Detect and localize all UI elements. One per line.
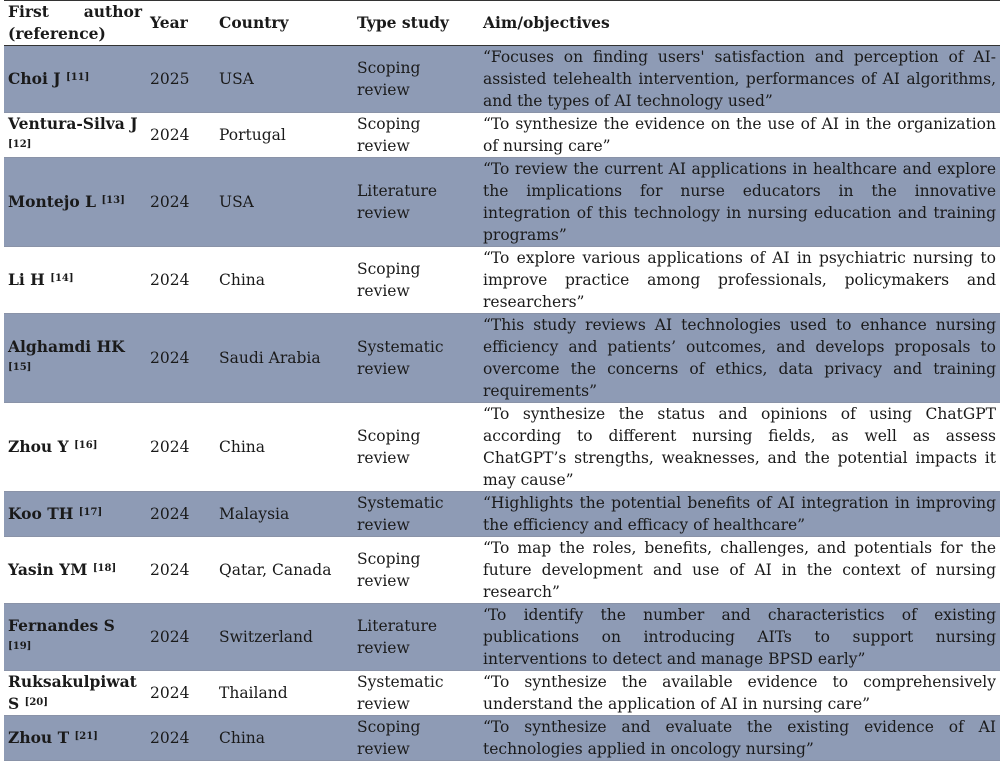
cell-author <box>4 113 146 158</box>
reference-number: [20] <box>24 697 48 708</box>
cell-type: Literature review <box>357 182 438 222</box>
cell-country: USA <box>219 70 254 88</box>
table-row <box>4 716 1000 761</box>
cell-author <box>4 492 146 537</box>
author-name: Zhou Y <box>8 437 69 456</box>
cell-type: Scoping review <box>357 115 421 155</box>
cell-year: 2024 <box>150 561 190 579</box>
cell-year: 2024 <box>150 271 190 289</box>
cell-country: Malaysia <box>219 505 290 523</box>
table-row <box>4 158 1000 247</box>
cell-year: 2024 <box>150 628 190 646</box>
cell-year: 2024 <box>150 438 190 456</box>
cell-country: China <box>219 729 266 747</box>
reference-number: [18] <box>92 563 117 574</box>
table-row <box>4 403 1000 492</box>
cell-type: Scoping review <box>357 718 421 758</box>
cell-type: Scoping review <box>357 59 421 99</box>
cell-author <box>4 46 146 113</box>
author-name: Ventura-Silva J <box>8 114 138 133</box>
author-name: Fernandes S <box>8 616 115 635</box>
table-row <box>4 46 1000 113</box>
cell-aim: “This study reviews AI technologies used to enhance nursing efficiency and patients’ outcomes, and develops proposals to overcome the concerns of ethics, data privacy and training requirements” <box>483 316 996 400</box>
cell-aim: “To review the current AI applications in healthcare and explore the implications for nurse educators in the innovative integration of this technology in nursing education and training programs” <box>483 160 996 244</box>
reference-number: [21] <box>74 731 98 742</box>
header-country: Country <box>215 1 353 46</box>
cell-country: Switzerland <box>219 628 313 646</box>
cell-country: Saudi Arabia <box>219 349 321 367</box>
table-row <box>4 314 1000 403</box>
cell-country: China <box>219 438 266 456</box>
cell-aim: “To synthesize and evaluate the existing evidence of AI technologies applied in oncology nursing” <box>483 718 996 758</box>
cell-aim: “To synthesize the evidence on the use of AI in the organization of nursing care” <box>483 115 996 155</box>
table-row <box>4 671 1000 716</box>
table-row <box>4 604 1000 671</box>
cell-country: USA <box>219 193 254 211</box>
cell-author <box>4 403 146 492</box>
reference-number: [19] <box>8 641 32 652</box>
header-type: Type study <box>353 1 479 46</box>
cell-author <box>4 671 146 716</box>
cell-author <box>4 314 146 403</box>
author-name: Li H <box>8 270 45 289</box>
header-author: First author (reference) <box>4 1 146 46</box>
reference-number: [15] <box>8 362 32 373</box>
cell-type: Systematic review <box>357 338 444 378</box>
cell-author <box>4 716 146 761</box>
author-name: Zhou T <box>8 728 70 747</box>
author-name: Alghamdi HK <box>8 337 125 356</box>
table-header <box>4 1 1000 46</box>
cell-country: Portugal <box>219 126 286 144</box>
cell-aim: “To synthesize the status and opinions of using ChatGPT according to different nursing fields, as well as assess ChatGPT’s strengths, weaknesses, and the potential impacts it may cause” <box>483 405 996 489</box>
cell-year: 2024 <box>150 729 190 747</box>
cell-type: Systematic review <box>357 494 444 534</box>
cell-aim: “To explore various applications of AI in psychiatric nursing to improve practice among professionals, policymakers and researchers” <box>483 249 996 311</box>
table-row <box>4 113 1000 158</box>
cell-type: Scoping review <box>357 260 421 300</box>
cell-author <box>4 247 146 314</box>
cell-year: 2024 <box>150 505 190 523</box>
table-row <box>4 247 1000 314</box>
cell-type: Literature review <box>357 617 438 657</box>
reference-number: [12] <box>8 139 32 150</box>
cell-type: Systematic review <box>357 673 444 713</box>
reference-number: [16] <box>74 440 98 451</box>
table-body <box>4 46 1000 761</box>
author-name: Ruksakulpiwat S <box>8 672 137 713</box>
cell-type: Scoping review <box>357 427 421 467</box>
reference-number: [17] <box>78 507 103 518</box>
reference-number: [11] <box>65 72 90 83</box>
cell-aim: “To synthesize the available evidence to comprehensively understand the application of AI in nursing care” <box>483 673 996 713</box>
reference-number: [13] <box>101 195 125 206</box>
table-row <box>4 492 1000 537</box>
header-year: Year <box>146 1 215 46</box>
cell-aim: “Focuses on finding users' satisfaction and perception of AI-assisted telehealth intervention, performances of AI algorithms, and the types of AI technology used” <box>483 48 996 110</box>
cell-year: 2024 <box>150 684 190 702</box>
cell-year: 2025 <box>150 70 190 88</box>
cell-year: 2024 <box>150 126 190 144</box>
author-name: Choi J <box>8 69 61 88</box>
author-name: Montejo L <box>8 192 97 211</box>
cell-country: China <box>219 271 266 289</box>
cell-country: Thailand <box>219 684 288 702</box>
cell-year: 2024 <box>150 193 190 211</box>
cell-country: Qatar, Canada <box>219 561 332 579</box>
studies-table <box>4 0 1000 761</box>
reference-number: [14] <box>50 273 74 284</box>
cell-aim: “Highlights the potential benefits of AI integration in improving the efficiency and efficacy of healthcare” <box>483 494 996 534</box>
cell-author <box>4 604 146 671</box>
table-row <box>4 537 1000 604</box>
cell-author <box>4 537 146 604</box>
cell-year: 2024 <box>150 349 190 367</box>
cell-aim: “To map the roles, benefits, challenges, and potentials for the future development and use of AI in the context of nursing research” <box>483 539 996 601</box>
header-aim: Aim/objectives <box>479 1 1000 46</box>
author-name: Yasin YM <box>8 560 88 579</box>
author-name: Koo TH <box>8 504 74 523</box>
cell-aim: ‘To identify the number and characteristics of existing publications on introducing AITs to support nursing interventions to detect and manage BPSD early” <box>483 606 996 668</box>
cell-author <box>4 158 146 247</box>
cell-type: Scoping review <box>357 550 421 590</box>
